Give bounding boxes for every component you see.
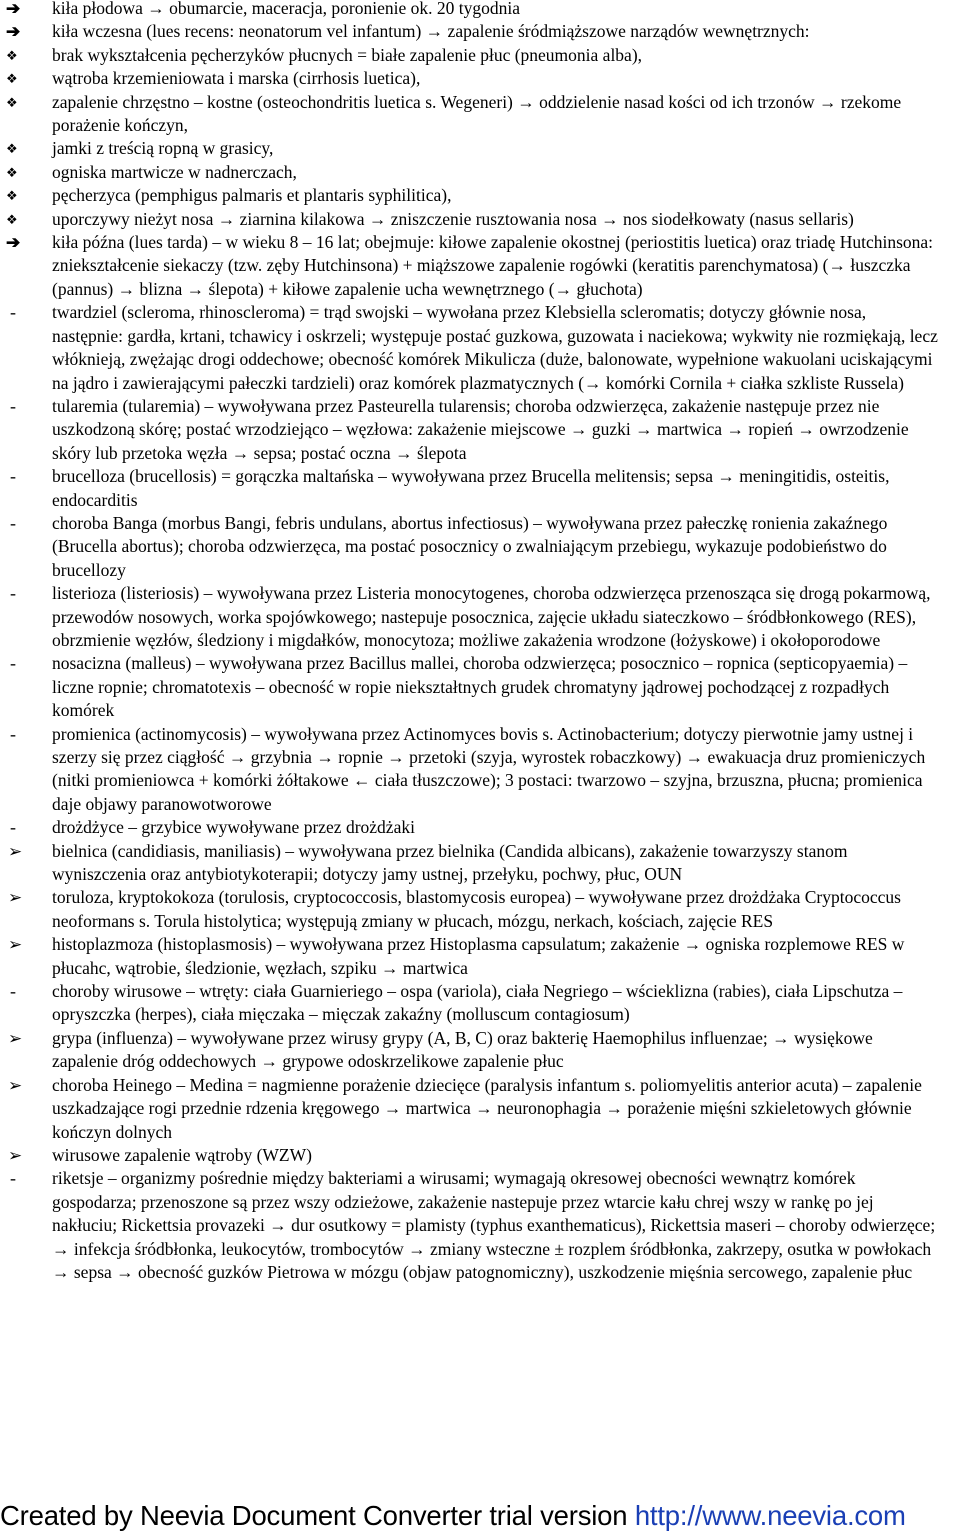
list-item bbox=[0, 1074, 960, 1144]
diamond-bullet-icon: ❖ bbox=[6, 188, 18, 204]
list-item-text: uporczywy nieżyt nosa → ziarnina kilakowa → zniszczenie rusztowania nosa → nos siodełkowaty (nasus sellaris) bbox=[52, 208, 854, 229]
list-item-text: grypa (influenza) – wywoływane przez wirusy grypy (A, B, C) oraz bakterię Haemophilus influenzae; → wysiękowe zapalenie dróg oddechowych → grypowe odoskrzelikowe zapalenie płuc bbox=[52, 1027, 873, 1072]
arrowhead-bullet-icon: ➢ bbox=[8, 888, 23, 908]
list-item bbox=[0, 980, 960, 1027]
list-item bbox=[0, 301, 960, 395]
list-item bbox=[0, 465, 960, 512]
arrowhead-bullet-icon: ➢ bbox=[8, 841, 23, 861]
arrowhead-bullet-icon: ➢ bbox=[8, 935, 23, 955]
list-item-text: wirusowe zapalenie wątroby (WZW) bbox=[52, 1144, 312, 1165]
list-item-text: riketsje – organizmy pośrednie między bakteriami a wirusami; wymagają okresowej obecności wewnątrz komórek gospodarza; przenoszone są przez wszy odzieżowe, zakażenie nastepuje przez wtarcie kału chrej wszy w rankę po jej nakłuciu; Rickettsia provazeki → dur osutkowy = plamisty (typhus exanthematicus), Rickettsia maseri – choroby odwierzęce; → infekcja śródbłonka, leukocytów, trombocytów → zmiany wsteczne ± rozplem śródbłonka, zakrzepy, osutka w powłokach → sepsa → obecność guzków Pietrowa w mózgu (objaw patognomiczny), uszkodzenie mięśnia sercowego, zapalenie płuc bbox=[52, 1168, 936, 1282]
list-item bbox=[0, 816, 960, 839]
list-item bbox=[0, 20, 960, 43]
list-item-text: pęcherzyca (pemphigus palmaris et plantaris syphilitica), bbox=[52, 185, 452, 206]
list-item-text: twardziel (scleroma, rhinoscleroma) = trąd swojski – wywołana przez Klebsiella scleromatis; dotyczy głównie nosa, następnie: gardła, krtani, tchawicy i oskrzeli; występuje postać guzkowa, guzowata i naciekowa; wykwity nie rozmiękają, lecz włóknieją, zwężając drogi oddechowe; obecność komórek Mikulicza (duże, balonowate, wypełnione wakuolani uciskającymi na jądro i zawierającymi pałeczki tardzieli) oraz komórek plazmatycznych (→ komórki Cornila + ciałka szkliste Russela) bbox=[52, 302, 938, 393]
list-item bbox=[0, 208, 960, 231]
bold-arrow-bullet-icon: ➔ bbox=[6, 0, 21, 18]
list-item bbox=[0, 91, 960, 138]
list-item-text: brak wykształcenia pęcherzyków płucnych = białe zapalenie płuc (pneumonia alba), bbox=[52, 44, 643, 65]
list-item bbox=[0, 395, 960, 465]
diamond-bullet-icon: ❖ bbox=[6, 71, 18, 87]
diamond-bullet-icon: ❖ bbox=[6, 47, 18, 63]
dash-bullet-icon: - bbox=[10, 817, 16, 838]
diamond-bullet-icon: ❖ bbox=[6, 94, 18, 110]
list-item-text: jamki z treścią ropną w grasicy, bbox=[52, 138, 274, 159]
list-item-text: promienica (actinomycosis) – wywoływana przez Actinomyces bovis s. Actinobacterium; dotyczy pierwotnie jamy ustnej i szerzy się przez ciągłość → grzybnia → ropnie → przetoki (szyja, wyrostek robaczkowy) → ewakuacja druz promieniczych (nitki promieniowca + komórki żółtakowe ← ciała tłuszczowe); 3 postaci: twarzowo – szyjna, brzuszna, płucna; promienica daje objawy paranowotworowe bbox=[52, 723, 926, 814]
diamond-bullet-icon: ❖ bbox=[6, 164, 18, 180]
dash-bullet-icon: - bbox=[10, 512, 16, 533]
list-item-text: choroba Banga (morbus Bangi, febris undulans, abortus infectiosus) – wywoływana przez pałeczkę ronienia zakaźnego (Brucella abortus); choroba odzwierzęca, ma postać posocznicy o zwalniającym przebiegu, wykazuje podobieństwo do brucellozy bbox=[52, 512, 888, 580]
bold-arrow-bullet-icon: ➔ bbox=[6, 233, 21, 253]
list-item bbox=[0, 184, 960, 207]
diamond-bullet-icon: ❖ bbox=[6, 141, 18, 157]
dash-bullet-icon: - bbox=[10, 981, 16, 1002]
list-item bbox=[0, 886, 960, 933]
list-item bbox=[0, 44, 960, 67]
bold-arrow-bullet-icon: ➔ bbox=[6, 22, 21, 42]
list-item bbox=[0, 512, 960, 582]
list-item bbox=[0, 582, 960, 652]
list-item bbox=[0, 0, 960, 20]
dash-bullet-icon: - bbox=[10, 1168, 16, 1189]
list-item-text: wątroba krzemieniowata i marska (cirrhosis luetica), bbox=[52, 68, 421, 89]
list-item-text: zapalenie chrzęstno – kostne (osteochondritis luetica s. Wegeneri) → oddzielenie nasad kości od ich trzonów → rzekome porażenie kończyn, bbox=[52, 91, 902, 136]
list-item-text: tularemia (tularemia) – wywoływana przez Pasteurella tularensis; choroba odzwierzęca, zakażenie następuje przez nie uszkodzoną skórę; postać wrzodziejąco – węzłowa: zakażenie miejscowe → guzki → martwica → ropień → owrzodzenie skóry lub przetoka węzła → sepsa; postać oczna → ślepota bbox=[52, 395, 909, 463]
dash-bullet-icon: - bbox=[10, 395, 16, 416]
list-item-text: kiła wczesna (lues recens: neonatorum vel infantum) → zapalenie śródmiąższowe narządów wewnętrznych: bbox=[52, 21, 810, 42]
list-item-text: kiła późna (lues tarda) – w wieku 8 – 16 lat; obejmuje: kiłowe zapalenie okostnej (periostitis luetica) oraz triadę Hutchinsona: zniekształcenie siekaczy (tzw. zęby Hutchinsona) + miąższowe zapalenie rogówki (keratitis parenchymatosa) (→ łuszczka (pannus) → blizna → ślepota) + kiłowe zapalenie ucha wewnętrznego (→ głuchota) bbox=[52, 232, 934, 299]
diamond-bullet-icon: ❖ bbox=[6, 211, 18, 227]
list-item-text: listerioza (listeriosis) – wywoływana przez Listeria monocytogenes, choroba odzwierzęca przenosząca się drogą pokarmową, przewodów nosowych, worka spojówkowego; nastepuje posocznica, zajęcie układu siateczkowo – śródbłonkowego (RES), obrzmienie węzłów, śledziony i migdałków, monocytoza; możliwe zakażenia wrodzone (łożyskowe) i okołoporodowe bbox=[52, 583, 931, 650]
list-item-text: bielnica (candidiasis, maniliasis) – wywoływana przez bielnika (Candida albicans), zakażenie towarzyszy stanom wyniszczenia oraz antybiotykoterapii; dotyczy jamy ustnej, przełyku, pochwy, płuc, OUN bbox=[52, 840, 848, 885]
list-item bbox=[0, 723, 960, 817]
list-item bbox=[0, 231, 960, 301]
arrowhead-bullet-icon: ➢ bbox=[8, 1028, 23, 1048]
list-item-text: choroby wirusowe – wtręty: ciała Guarnieriego – ospa (variola), ciała Negriego – wścieklizna (rabies), ciała Lipschutza – opryszczka (herpes), ciała mięczaka – mięczak zakaźny (molluscum contagiosum) bbox=[52, 981, 903, 1025]
footer-link[interactable]: http://www.neevia.com bbox=[634, 1500, 906, 1531]
list-item bbox=[0, 67, 960, 90]
dash-bullet-icon: - bbox=[10, 723, 16, 744]
list-item bbox=[0, 137, 960, 160]
arrowhead-bullet-icon: ➢ bbox=[8, 1145, 23, 1165]
dash-bullet-icon: - bbox=[10, 302, 16, 323]
list-item bbox=[0, 1027, 960, 1074]
list-item bbox=[0, 933, 960, 980]
list-item-text: histoplazmoza (histoplasmosis) – wywoływana przez Histoplasma capsulatum; zakażenie → ogniska rozplemowe RES w płucahc, wątrobie, śledzionie, węzłach, szpiku → martwica bbox=[52, 934, 905, 978]
footer-watermark bbox=[0, 1499, 960, 1533]
footer-text: Created by Neevia Document Converter trial version bbox=[0, 1500, 635, 1531]
list-item bbox=[0, 161, 960, 184]
list-item bbox=[0, 1167, 960, 1284]
list-item-text: choroba Heinego – Medina = nagmienne porażenie dziecięce (paralysis infantum s. poliomyelitis anterior acuta) – zapalenie uszkadzające rogi przednie rdzenia kręgowego → martwica → neuronophagia → porażenie mięśni szkieletowych głównie kończyn dolnych bbox=[52, 1074, 922, 1142]
list-item bbox=[0, 840, 960, 887]
list-item-text: kiła płodowa → obumarcie, maceracja, poronienie ok. 20 tygodnia bbox=[52, 0, 520, 18]
list-item-text: nosacizna (malleus) – wywoływana przez Bacillus mallei, choroba odzwierzęca; posocznico – ropnica (septicopyaemia) – liczne ropnie; chromatotexis – obecność w ropie niekształtnych grudek chromatyny jądrowej pochodzącej z rozpadłych komórek bbox=[52, 653, 908, 721]
dash-bullet-icon: - bbox=[10, 583, 16, 604]
list-item-text: brucelloza (brucellosis) = gorączka maltańska – wywoływana przez Brucella melitensis; sepsa → meningitidis, osteitis, endocarditis bbox=[52, 466, 890, 510]
arrowhead-bullet-icon: ➢ bbox=[8, 1075, 23, 1095]
list-item-text: drożdżyce – grzybice wywoływane przez drożdżaki bbox=[52, 817, 415, 838]
dash-bullet-icon: - bbox=[10, 653, 16, 674]
list-item bbox=[0, 652, 960, 722]
dash-bullet-icon: - bbox=[10, 466, 16, 487]
list-item-text: toruloza, kryptokokoza (torulosis, cryptococcosis, blastomycosis europea) – wywoływane przez drożdżaka Cryptococcus neoformans s. Torula histolytica; występują zmiany w płucach, mózgu, nerkach, kościach, zajęcie RES bbox=[52, 887, 901, 931]
list-item-text: ogniska martwicze w nadnerczach, bbox=[52, 161, 297, 182]
list-item bbox=[0, 1144, 960, 1167]
